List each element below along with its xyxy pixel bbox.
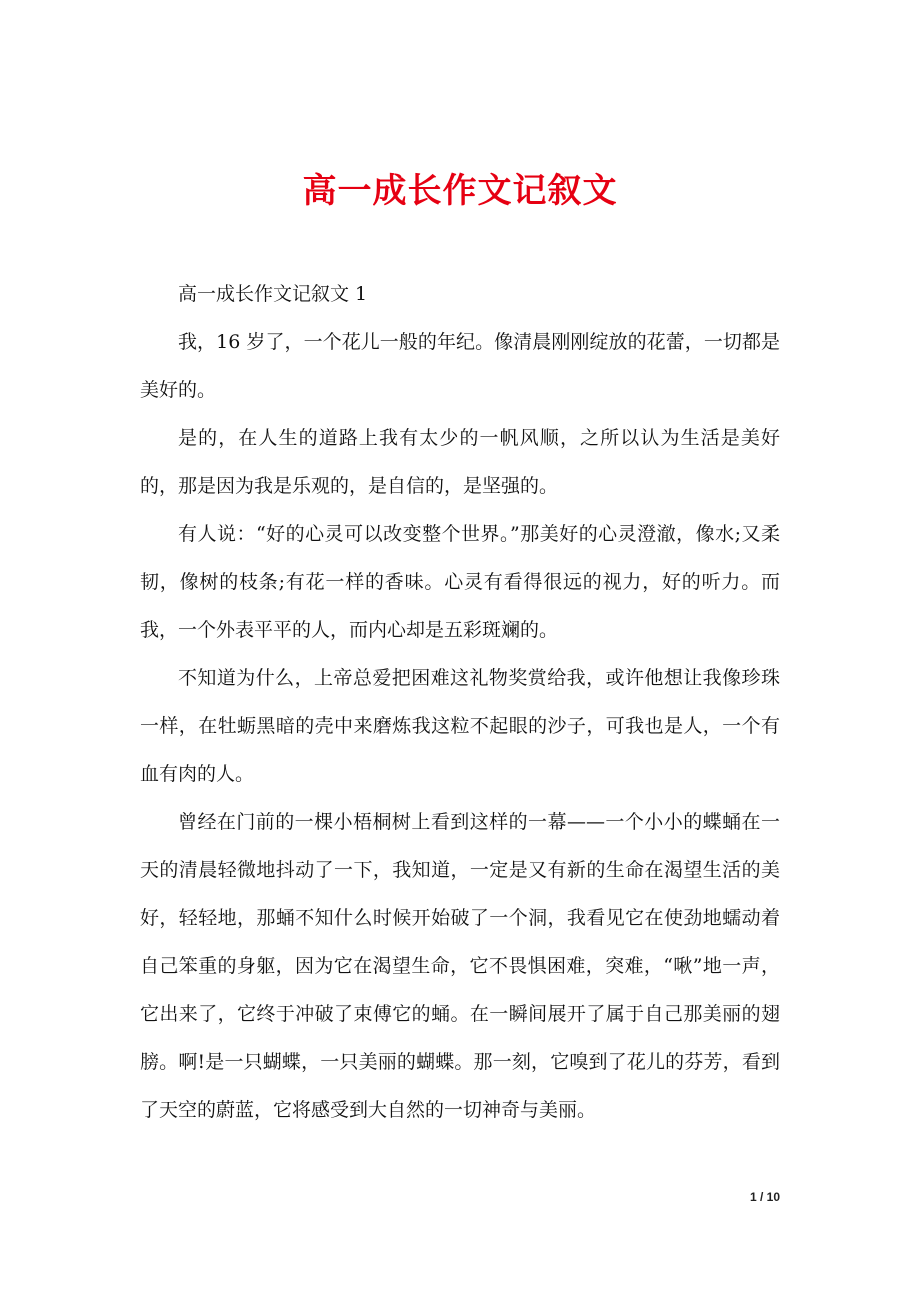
document-title: 高一成长作文记叙文 bbox=[302, 170, 618, 211]
paragraph-1: 我，16 岁了，一个花儿一般的年纪。像清晨刚刚绽放的花蕾，一切都是美好的。 bbox=[140, 331, 780, 401]
paragraph-5: 曾经在门前的一棵小梧桐树上看到这样的一幕——一个小小的蝶蛹在一天的清晨轻微地抖动了一下，我知道，一定是又有新的生命在渴望生活的美好，轻轻地，那蛹不知什么时候开始破了一个洞，我看见它在使劲地蠕动着自己笨重的身躯，因为它在渴望生命，它不畏惧困难，突难，“啾”地一声，它出来了，它终于冲破了束傅它的蛹。在一瞬间展开了属于自己那美丽的翅膀。啊!是一只蝴蝶，一只美丽的蝴蝶。那一刻，它嗅到了花儿的芬芳，看到了天空的蔚蓝，它将感受到大自然的一切神奇与美丽。 bbox=[140, 811, 780, 1121]
paragraph-3: 有人说：“好的心灵可以改变整个世界。”那美好的心灵澄澈，像水;又柔韧，像树的枝条;有花一样的香味。心灵有看得很远的视力，好的听力。而我，一个外表平平的人，而内心却是五彩斑斓的。 bbox=[140, 523, 780, 641]
page-number: 1 / 10 bbox=[749, 1190, 780, 1204]
document-body bbox=[140, 270, 780, 1134]
paragraph-4: 不知道为什么，上帝总爱把困难这礼物奖赏给我，或许他想让我像珍珠一样，在牡蛎黑暗的壳中来磨炼我这粒不起眼的沙子，可我也是人，一个有血有肉的人。 bbox=[140, 667, 780, 785]
section-heading: 高一成长作文记叙文 1 bbox=[178, 283, 368, 305]
paragraph-2: 是的，在人生的道路上我有太少的一帆风顺，之所以认为生活是美好的，那是因为我是乐观的，是自信的，是坚强的。 bbox=[140, 427, 780, 497]
